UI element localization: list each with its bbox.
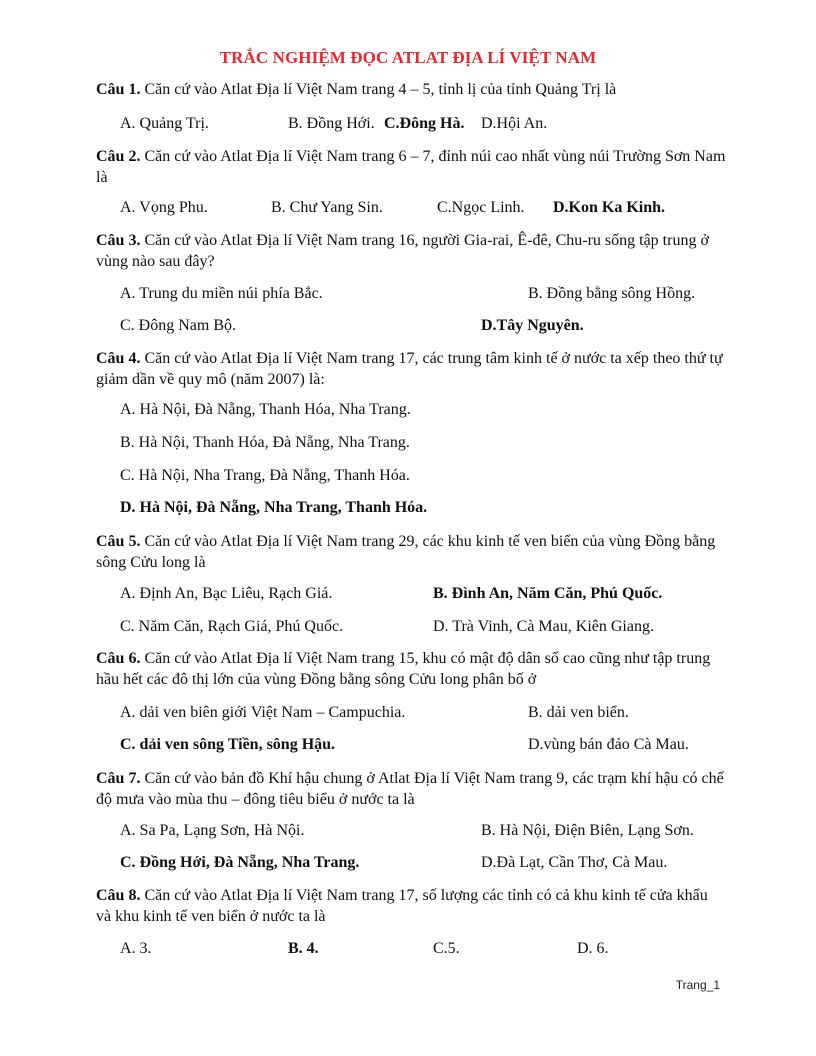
option-b: B. Chư Yang Sin. [271, 199, 383, 216]
option-a: A. 3. [120, 940, 152, 957]
options-row [0, 734, 816, 756]
option-c: C.Ngọc Linh. [437, 199, 525, 216]
option-c: C. Năm Căn, Rạch Giá, Phú Quốc. [120, 618, 344, 635]
question-text: Căn cứ vào Atlat Địa lí Việt Nam trang 6 – 7, đỉnh núi cao nhất vùng núi Trường Sơn Nam là [96, 148, 726, 186]
options-row [0, 702, 816, 724]
option-b: B. Hà Nội, Thanh Hóa, Đà Nẵng, Nha Trang. [120, 434, 410, 451]
options-row [0, 283, 816, 305]
options-row [0, 432, 816, 454]
option-a: A. dải ven biên giới Việt Nam – Campuchia. [120, 704, 406, 721]
options-row [0, 938, 816, 960]
question-label: Câu 3. [96, 232, 141, 249]
question-6 [96, 648, 726, 690]
option-d: D.Hội An. [481, 115, 548, 132]
question-text: Căn cứ vào Atlat Địa lí Việt Nam trang 4 – 5, tỉnh lị của tỉnh Quảng Trị là [140, 81, 617, 98]
option-c-answer: C.Đông Hà. [384, 115, 465, 132]
option-c: C. Đông Nam Bộ. [120, 317, 236, 334]
question-label: Câu 4. [96, 350, 141, 367]
option-d: D.vùng bán đảo Cà Mau. [528, 736, 689, 753]
option-a: A. Sa Pa, Lạng Sơn, Hà Nội. [120, 822, 305, 839]
question-text: Căn cứ vào Atlat Địa lí Việt Nam trang 15, khu có mật độ dân số cao cũng như tập trung hầu hết các đô thị lớn của vùng Đồng bằng sông Cửu long phân bố ở [96, 650, 711, 688]
option-c-answer: C. dải ven sông Tiền, sông Hậu. [120, 736, 336, 753]
options-row [0, 113, 816, 135]
options-row [0, 852, 816, 874]
question-label: Câu 1. [96, 81, 141, 98]
question-label: Câu 6. [96, 650, 141, 667]
question-text: Căn cứ vào Atlat Địa lí Việt Nam trang 29, các khu kinh tế ven biển của vùng Đồng bằng sông Cửu long là [96, 533, 716, 571]
question-label: Câu 8. [96, 887, 141, 904]
question-5 [96, 531, 726, 573]
option-c-answer: C. Đồng Hới, Đà Nẵng, Nha Trang. [120, 854, 360, 871]
option-b: B. Đồng Hới. [288, 115, 375, 132]
question-text: Căn cứ vào Atlat Địa lí Việt Nam trang 17, số lượng các tỉnh có cả khu kinh tế cửa khẩu và khu kinh tế ven biển ở nước ta là [96, 887, 708, 925]
option-b: B. Đồng bằng sông Hồng. [528, 285, 696, 302]
option-b-answer: B. Đình An, Năm Căn, Phú Quốc. [433, 585, 663, 602]
option-d-answer: D.Tây Nguyên. [481, 317, 584, 334]
options-row [0, 583, 816, 605]
options-row [0, 399, 816, 421]
question-8 [96, 885, 726, 927]
options-row [0, 497, 816, 519]
option-c: C. Hà Nội, Nha Trang, Đà Nẵng, Thanh Hóa. [120, 467, 410, 484]
option-b: B. dải ven biển. [528, 704, 629, 721]
options-row [0, 616, 816, 638]
option-d: D. 6. [577, 940, 609, 957]
question-text: Căn cứ vào Atlat Địa lí Việt Nam trang 17, các trung tâm kinh tế ở nước ta xếp theo thứ tự giảm dần về quy mô (năm 2007) là: [96, 350, 723, 388]
question-2 [96, 146, 726, 188]
question-label: Câu 2. [96, 148, 141, 165]
option-c: C.5. [433, 940, 460, 957]
option-b: B. Hà Nội, Điện Biên, Lạng Sơn. [481, 822, 694, 839]
question-label: Câu 7. [96, 770, 141, 787]
document-title: TRẮC NGHIỆM ĐỌC ATLAT ĐỊA LÍ VIỆT NAM [219, 48, 597, 67]
option-a: A. Quảng Trị. [120, 115, 209, 132]
question-1 [96, 79, 726, 100]
options-row [0, 465, 816, 487]
option-a: A. Trung du miền núi phía Bắc. [120, 285, 323, 302]
option-a: A. Vọng Phu. [120, 199, 208, 216]
page-number: Trang_1 [675, 978, 720, 992]
option-a: A. Hà Nội, Đà Nẵng, Thanh Hóa, Nha Trang. [120, 401, 411, 418]
option-b-answer: B. 4. [288, 940, 319, 957]
question-3 [96, 230, 726, 272]
options-row [0, 820, 816, 842]
question-text: Căn cứ vào bản đồ Khí hậu chung ở Atlat Địa lí Việt Nam trang 9, các trạm khí hậu có chế độ mưa vào mùa thu – đông tiêu biểu ở nước ta là [96, 770, 724, 808]
option-d: D. Trà Vinh, Cà Mau, Kiên Giang. [433, 618, 654, 635]
option-d-answer: D. Hà Nội, Đà Nẵng, Nha Trang, Thanh Hóa. [120, 499, 428, 516]
question-4 [96, 348, 726, 390]
options-row [0, 315, 816, 337]
option-d-answer: D.Kon Ka Kinh. [553, 199, 666, 216]
question-text: Căn cứ vào Atlat Địa lí Việt Nam trang 16, người Gia-rai, Ê-đê, Chu-ru sống tập trung ở vùng nào sau đây? [96, 232, 709, 270]
question-label: Câu 5. [96, 533, 141, 550]
options-row [0, 197, 816, 219]
option-d: D.Đà Lạt, Cần Thơ, Cà Mau. [481, 854, 668, 871]
option-a: A. Định An, Bạc Liêu, Rạch Giá. [120, 585, 333, 602]
question-7 [96, 768, 726, 810]
